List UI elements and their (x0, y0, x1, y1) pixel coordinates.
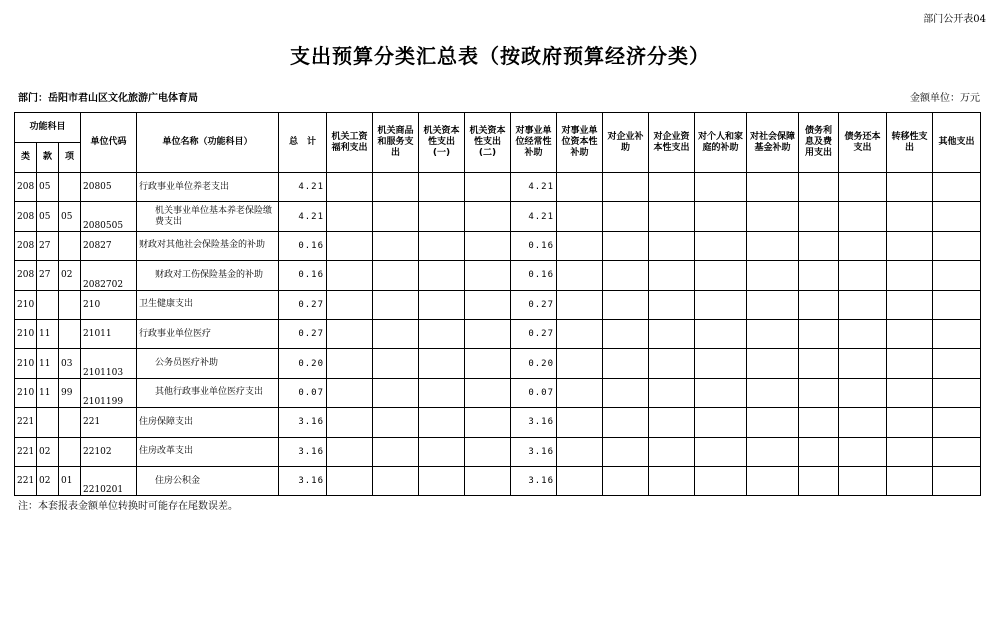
econ-cell (557, 319, 603, 348)
xiang-cell (59, 408, 81, 437)
unit-name-cell: 公务员医疗补助 (137, 349, 279, 378)
econ-cell (695, 261, 747, 290)
econ-cell (373, 173, 419, 202)
econ-cell (887, 408, 933, 437)
xiang-cell: 03 (59, 349, 81, 378)
xiang-cell (59, 173, 81, 202)
kuan-cell: 02 (37, 437, 59, 466)
unit-code-cell: 20805 (81, 173, 137, 202)
econ-cell (649, 319, 695, 348)
unit-code-cell: 2080505 (81, 202, 137, 231)
header-econ: 对个人和家庭的补助 (695, 113, 747, 173)
econ-cell (465, 202, 511, 231)
econ-cell (887, 202, 933, 231)
econ-cell (419, 466, 465, 495)
econ-cell (419, 290, 465, 319)
econ-cell (887, 437, 933, 466)
total-cell: 0.20 (279, 349, 327, 378)
econ-cell (799, 202, 839, 231)
xiang-cell (59, 231, 81, 260)
unit-code-cell: 20827 (81, 231, 137, 260)
kuan-cell (37, 408, 59, 437)
econ-cell (649, 437, 695, 466)
econ-cell (799, 408, 839, 437)
econ-cell (747, 319, 799, 348)
econ-cell (695, 349, 747, 378)
econ-cell (327, 173, 373, 202)
kuan-cell: 11 (37, 319, 59, 348)
econ-cell (465, 319, 511, 348)
econ-cell (327, 231, 373, 260)
econ-cell (327, 437, 373, 466)
econ-cell (839, 202, 887, 231)
header-unit-code: 单位代码 (81, 113, 137, 173)
unit-name-cell: 机关事业单位基本养老保险缴费支出 (137, 202, 279, 231)
econ-cell (747, 349, 799, 378)
econ-cell (695, 290, 747, 319)
econ-cell (373, 437, 419, 466)
header-kuan: 款 (37, 143, 59, 173)
econ-cell (799, 349, 839, 378)
econ-cell (799, 173, 839, 202)
econ-cell (557, 349, 603, 378)
econ-cell (747, 231, 799, 260)
econ-cell (603, 261, 649, 290)
econ-cell (557, 408, 603, 437)
econ-cell (465, 466, 511, 495)
form-number: 部门公开表04 (923, 14, 986, 25)
econ-cell (603, 437, 649, 466)
econ-cell (887, 319, 933, 348)
unit-name-cell: 行政事业单位养老支出 (137, 173, 279, 202)
table-row (15, 173, 981, 202)
lei-cell: 221 (15, 408, 37, 437)
unit-name-cell: 住房改革支出 (137, 437, 279, 466)
table-row (15, 466, 981, 495)
total-cell: 3.16 (279, 466, 327, 495)
unit-name-cell: 财政对其他社会保险基金的补助 (137, 231, 279, 260)
unit-name-cell: 卫生健康支出 (137, 290, 279, 319)
econ-cell (557, 173, 603, 202)
econ-cell (887, 261, 933, 290)
econ-cell (465, 408, 511, 437)
econ-cell: 3.16 (511, 437, 557, 466)
econ-cell (747, 437, 799, 466)
econ-cell (557, 466, 603, 495)
econ-cell (603, 319, 649, 348)
econ-cell (933, 437, 981, 466)
total-cell: 4.21 (279, 173, 327, 202)
econ-cell (747, 378, 799, 407)
econ-cell (695, 437, 747, 466)
table-row (15, 437, 981, 466)
xiang-cell (59, 437, 81, 466)
table-row (15, 349, 981, 378)
econ-cell (603, 378, 649, 407)
econ-cell (557, 202, 603, 231)
econ-cell (887, 349, 933, 378)
econ-cell (695, 466, 747, 495)
econ-cell (887, 378, 933, 407)
econ-cell (933, 231, 981, 260)
econ-cell (327, 466, 373, 495)
econ-cell: 3.16 (511, 408, 557, 437)
header-econ: 对事业单位资本性补助 (557, 113, 603, 173)
kuan-cell (37, 290, 59, 319)
econ-cell (373, 408, 419, 437)
econ-cell (419, 378, 465, 407)
table-row (15, 378, 981, 407)
econ-cell (747, 261, 799, 290)
kuan-cell: 02 (37, 466, 59, 495)
header-econ: 机关工资福利支出 (327, 113, 373, 173)
econ-cell (557, 290, 603, 319)
header-func-subject: 功能科目 (15, 113, 81, 143)
econ-cell (887, 466, 933, 495)
table-row (15, 319, 981, 348)
lei-cell: 208 (15, 231, 37, 260)
econ-cell (933, 408, 981, 437)
econ-cell (419, 173, 465, 202)
amount-unit-label: 金额单位：万元 (910, 93, 980, 104)
unit-code-cell: 210 (81, 290, 137, 319)
econ-cell (603, 290, 649, 319)
header-econ: 对企业资本性支出 (649, 113, 695, 173)
header-econ: 机关资本性支出(一) (419, 113, 465, 173)
econ-cell (839, 466, 887, 495)
unit-name-cell: 住房公积金 (137, 466, 279, 495)
econ-cell (839, 408, 887, 437)
econ-cell (373, 378, 419, 407)
econ-cell (887, 173, 933, 202)
econ-cell (327, 378, 373, 407)
econ-cell: 4.21 (511, 173, 557, 202)
econ-cell (747, 202, 799, 231)
econ-cell (649, 349, 695, 378)
econ-cell (603, 231, 649, 260)
econ-cell (465, 173, 511, 202)
econ-cell (465, 231, 511, 260)
footnote: 注：本套报表金额单位转换时可能存在尾数误差。 (18, 501, 238, 512)
econ-cell (649, 202, 695, 231)
table-row (15, 408, 981, 437)
total-cell: 3.16 (279, 408, 327, 437)
econ-cell: 3.16 (511, 466, 557, 495)
unit-name-cell: 住房保障支出 (137, 408, 279, 437)
econ-cell (373, 202, 419, 231)
econ-cell (649, 261, 695, 290)
econ-cell (465, 261, 511, 290)
econ-cell (465, 290, 511, 319)
header-econ: 机关商品和服务支出 (373, 113, 419, 173)
lei-cell: 208 (15, 261, 37, 290)
econ-cell (839, 173, 887, 202)
lei-cell: 210 (15, 349, 37, 378)
xiang-cell (59, 290, 81, 319)
total-cell: 0.27 (279, 319, 327, 348)
xiang-cell: 02 (59, 261, 81, 290)
econ-cell (839, 290, 887, 319)
econ-cell (799, 466, 839, 495)
lei-cell: 210 (15, 290, 37, 319)
lei-cell: 210 (15, 378, 37, 407)
total-cell: 4.21 (279, 202, 327, 231)
econ-cell (839, 378, 887, 407)
econ-cell (695, 231, 747, 260)
lei-cell: 208 (15, 202, 37, 231)
econ-cell (557, 378, 603, 407)
econ-cell (695, 408, 747, 437)
econ-cell (419, 408, 465, 437)
unit-code-cell: 2101199 (81, 378, 137, 407)
econ-cell (799, 437, 839, 466)
econ-cell (839, 261, 887, 290)
lei-cell: 221 (15, 466, 37, 495)
lei-cell: 208 (15, 173, 37, 202)
table-body (15, 173, 981, 496)
econ-cell (419, 231, 465, 260)
kuan-cell: 27 (37, 261, 59, 290)
econ-cell (799, 290, 839, 319)
econ-cell (933, 173, 981, 202)
table-row (15, 290, 981, 319)
econ-cell (419, 319, 465, 348)
econ-cell (839, 349, 887, 378)
econ-cell (603, 173, 649, 202)
econ-cell (465, 378, 511, 407)
econ-cell: 4.21 (511, 202, 557, 231)
table-row (15, 231, 981, 260)
econ-cell (419, 202, 465, 231)
econ-cell (419, 437, 465, 466)
header-xiang: 项 (59, 143, 81, 173)
budget-table (14, 112, 981, 496)
kuan-cell: 27 (37, 231, 59, 260)
econ-cell (839, 437, 887, 466)
header-lei: 类 (15, 143, 37, 173)
kuan-cell: 05 (37, 173, 59, 202)
econ-cell: 0.27 (511, 290, 557, 319)
econ-cell (933, 202, 981, 231)
xiang-cell (59, 319, 81, 348)
header-econ: 债务利息及费用支出 (799, 113, 839, 173)
econ-cell (603, 202, 649, 231)
header-total: 总 计 (279, 113, 327, 173)
econ-cell (649, 378, 695, 407)
econ-cell (747, 173, 799, 202)
econ-cell (557, 437, 603, 466)
header-econ: 机关资本性支出(二) (465, 113, 511, 173)
econ-cell (373, 349, 419, 378)
econ-cell: 0.20 (511, 349, 557, 378)
econ-cell (695, 319, 747, 348)
econ-cell (373, 466, 419, 495)
econ-cell (695, 202, 747, 231)
econ-cell: 0.27 (511, 319, 557, 348)
table-row (15, 202, 981, 231)
unit-name-cell: 财政对工伤保险基金的补助 (137, 261, 279, 290)
econ-cell (933, 319, 981, 348)
econ-cell (557, 261, 603, 290)
econ-cell (747, 408, 799, 437)
econ-cell (649, 290, 695, 319)
econ-cell (695, 173, 747, 202)
econ-cell (465, 349, 511, 378)
total-cell: 0.27 (279, 290, 327, 319)
econ-cell (887, 290, 933, 319)
econ-cell: 0.16 (511, 261, 557, 290)
unit-code-cell: 22102 (81, 437, 137, 466)
lei-cell: 210 (15, 319, 37, 348)
econ-cell (839, 319, 887, 348)
econ-cell (747, 466, 799, 495)
department-label: 部门：岳阳市君山区文化旅游广电体育局 (18, 93, 198, 104)
econ-cell (933, 290, 981, 319)
econ-cell: 0.16 (511, 231, 557, 260)
unit-code-cell: 21011 (81, 319, 137, 348)
page-title: 支出预算分类汇总表（按政府预算经济分类） (290, 44, 710, 68)
xiang-cell: 99 (59, 378, 81, 407)
econ-cell (373, 290, 419, 319)
econ-cell (373, 231, 419, 260)
unit-name-cell: 其他行政事业单位医疗支出 (137, 378, 279, 407)
econ-cell (327, 261, 373, 290)
econ-cell (799, 231, 839, 260)
xiang-cell: 05 (59, 202, 81, 231)
econ-cell (649, 466, 695, 495)
econ-cell (933, 378, 981, 407)
xiang-cell: 01 (59, 466, 81, 495)
econ-cell (839, 231, 887, 260)
unit-code-cell: 2082702 (81, 261, 137, 290)
econ-cell (327, 319, 373, 348)
econ-cell (327, 290, 373, 319)
unit-code-cell: 2210201 (81, 466, 137, 495)
econ-cell (557, 231, 603, 260)
lei-cell: 221 (15, 437, 37, 466)
econ-cell (799, 261, 839, 290)
econ-cell (603, 466, 649, 495)
econ-cell (649, 408, 695, 437)
econ-cell (933, 349, 981, 378)
econ-cell (799, 378, 839, 407)
econ-cell (799, 319, 839, 348)
header-econ: 对社会保障基金补助 (747, 113, 799, 173)
econ-cell (649, 231, 695, 260)
unit-name-cell: 行政事业单位医疗 (137, 319, 279, 348)
econ-cell (327, 349, 373, 378)
unit-code-cell: 2101103 (81, 349, 137, 378)
total-cell: 3.16 (279, 437, 327, 466)
econ-cell (649, 173, 695, 202)
econ-cell (419, 349, 465, 378)
econ-cell (933, 261, 981, 290)
econ-cell (373, 319, 419, 348)
header-econ: 转移性支出 (887, 113, 933, 173)
header-econ: 债务还本支出 (839, 113, 887, 173)
total-cell: 0.07 (279, 378, 327, 407)
econ-cell (933, 466, 981, 495)
econ-cell (419, 261, 465, 290)
econ-cell (603, 408, 649, 437)
econ-cell (603, 349, 649, 378)
kuan-cell: 05 (37, 202, 59, 231)
table-row (15, 261, 981, 290)
econ-cell (327, 408, 373, 437)
header-unit-name: 单位名称（功能科目） (137, 113, 279, 173)
econ-cell (747, 290, 799, 319)
econ-cell (695, 378, 747, 407)
econ-cell: 0.07 (511, 378, 557, 407)
header-econ: 其他支出 (933, 113, 981, 173)
econ-cell (373, 261, 419, 290)
header-econ: 对企业补助 (603, 113, 649, 173)
econ-cell (327, 202, 373, 231)
econ-cell (465, 437, 511, 466)
kuan-cell: 11 (37, 378, 59, 407)
econ-cell (887, 231, 933, 260)
total-cell: 0.16 (279, 261, 327, 290)
header-econ: 对事业单位经常性补助 (511, 113, 557, 173)
kuan-cell: 11 (37, 349, 59, 378)
total-cell: 0.16 (279, 231, 327, 260)
unit-code-cell: 221 (81, 408, 137, 437)
